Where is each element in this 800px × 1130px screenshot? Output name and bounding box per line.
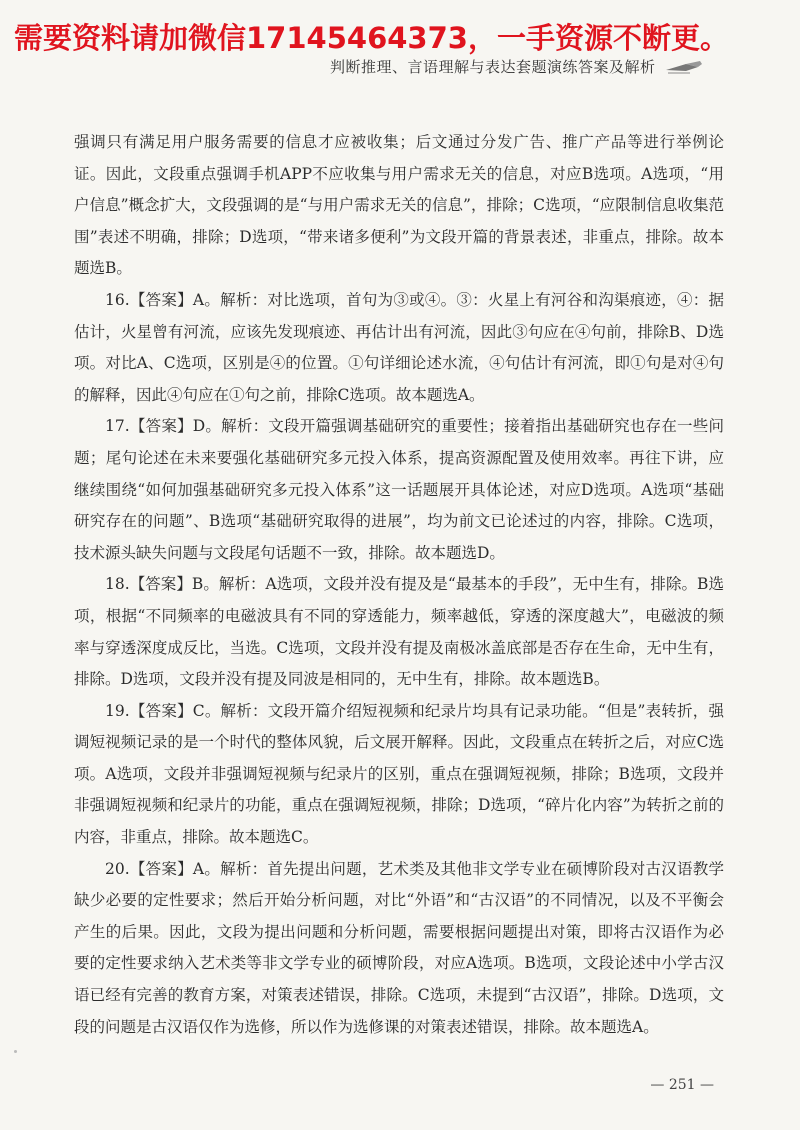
scan-speck	[14, 1050, 17, 1053]
answer-20: 20.【答案】A。解析：首先提出问题，艺术类及其他非文学专业在硕博阶段对古汉语教学缺少必要的定性要求；然后开始分析问题，对比“外语”和“古汉语”的不同情况，以及不平衡会产生的后果。因此，文段为提出问题和分析问题，需要根据问题提出对策，即将古汉语作为必要的定性要求纳入艺术类等非文学专业的硕博阶段，对应A选项。B选项，文段论述中小学古汉语已经有完善的教育方案，对策表述错误，排除。C选项，未提到“古汉语”，排除。D选项，文段的问题是古汉语仅作为选修，所以作为选修课的对策表述错误，排除。故本题选A。	[74, 859, 724, 1036]
watermark-banner: 需要资料请加微信17145464373，一手资源不断更。	[14, 21, 729, 55]
answer-explanations	[74, 127, 724, 1043]
page-number: — 251 —	[650, 1077, 714, 1093]
running-header	[330, 56, 770, 77]
pen-nib-icon	[664, 58, 704, 76]
answer-16: 16.【答案】A。解析：对比选项，首句为③或④。③：火星上有河谷和沟渠痕迹，④：据估计，火星曾有河流，应该先发现痕迹、再估计出有河流，因此③句应在④句前，排除B、D选项。对比A、C选项，区别是④的位置。①句详细论述水流，④句估计有河流，即①句是对④句的解释，因此④句应在①句之前，排除C选项。故本题选A。	[74, 290, 724, 404]
answer-19: 19.【答案】C。解析：文段开篇介绍短视频和纪录片均具有记录功能。“但是”表转折，强调短视频记录的是一个时代的整体风貌，后文展开解释。因此，文段重点在转折之后，对应C选项。A选项，文段并非强调短视频与纪录片的区别，重点在强调短视频，排除；B选项，文段并非强调短视频和纪录片的功能，重点在强调短视频，排除；D选项，“碎片化内容”为转折之前的内容，非重点，排除。故本题选C。	[74, 701, 724, 847]
answer-18: 18.【答案】B。解析：A选项，文段并没有提及是“最基本的手段”，无中生有，排除。B选项，根据“不同频率的电磁波具有不同的穿透能力，频率越低，穿透的深度越大”，电磁波的频率与穿透深度成反比，当选。C选项，文段并没有提及南极冰盖底部是否存在生命，无中生有，排除。D选项，文段并没有提及同波是相同的，无中生有，排除。故本题选B。	[74, 575, 724, 689]
answer-17: 17.【答案】D。解析：文段开篇强调基础研究的重要性；接着指出基础研究也存在一些问题；尾句论述在未来要强化基础研究多元投入体系，提高资源配置及使用效率。再往下讲，应继续围绕“如何加强基础研究多元投入体系”这一话题展开具体论述，对应D选项。A选项“基础研究存在的问题”、B选项“基础研究取得的进展”，均为前文已论述过的内容，排除。C选项，技术源头缺失问题与文段尾句话题不一致，排除。故本题选D。	[74, 417, 724, 562]
header-title: 判断推理、言语理解与表达套题演练答案及解析	[330, 58, 656, 76]
paragraph-continued: 强调只有满足用户服务需要的信息才应被收集；后文通过分发广告、推广产品等进行举例论证。因此，文段重点强调手机APP不应收集与用户需求无关的信息，对应B选项。A选项，“用户信息”概念扩大，文段强调的是“与用户需求无关的信息”，排除；C选项，“应限制信息收集范围”表述不明确，排除；D选项，“带来诸多便利”为文段开篇的背景表述，非重点，排除。故本题选B。	[74, 133, 724, 278]
